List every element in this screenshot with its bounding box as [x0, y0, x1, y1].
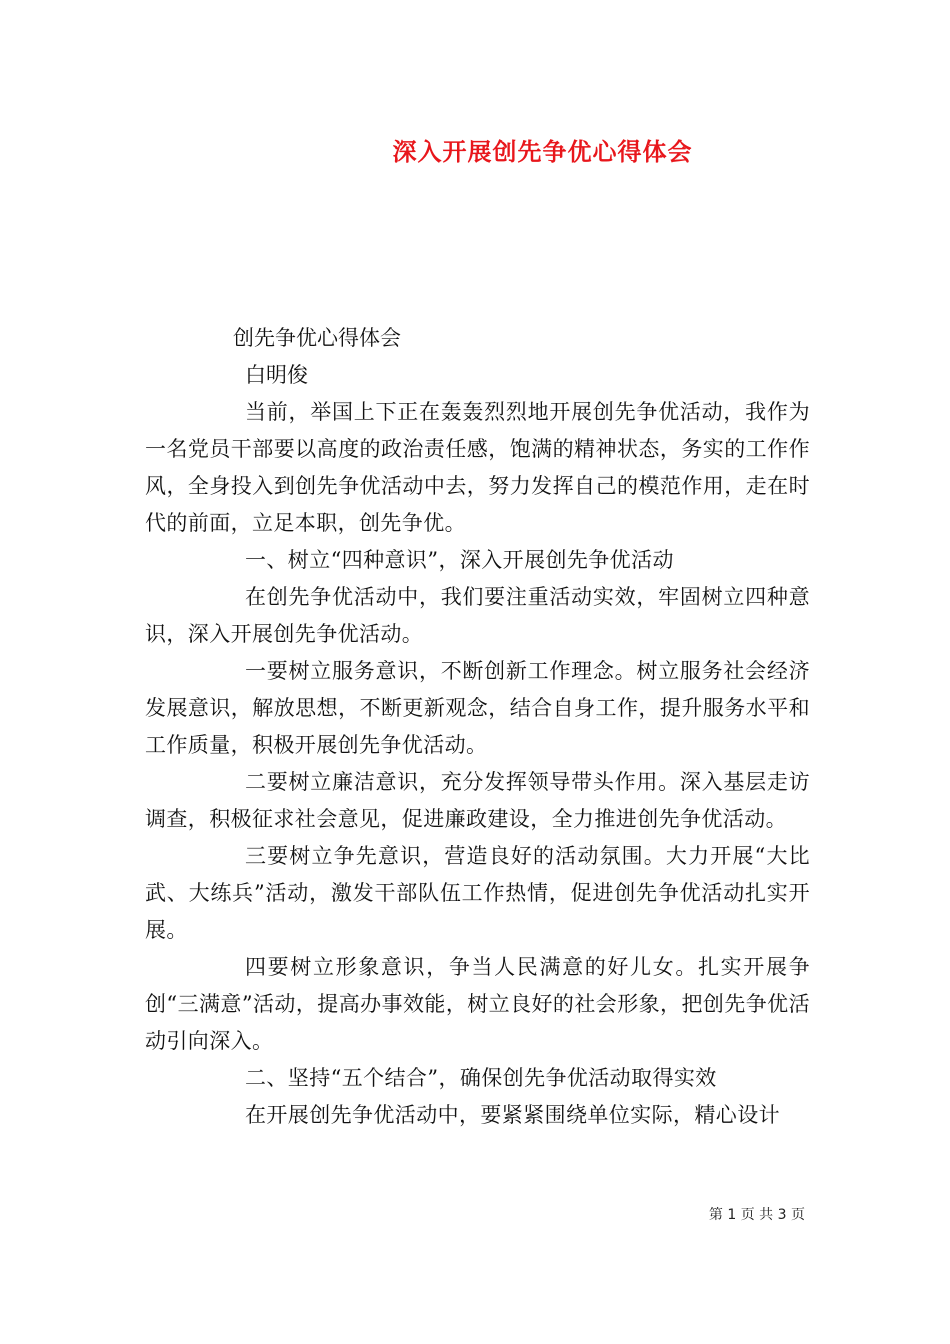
paragraph-competition-awareness: 三要树立争先意识，营造良好的活动氛围。大力开展“大比武、大练兵”活动，激发干部队伍工作热情，促进创先争优活动扎实开展。	[145, 844, 810, 942]
paragraph-intro: 当前，举国上下正在轰轰烈烈地开展创先争优活动，我作为一名党员干部要以高度的政治责任感，饱满的精神状态，务实的工作作风，全身投入到创先争优活动中去，努力发挥自己的模范作用，走在时代的前面，立足本职，创先争优。	[145, 400, 810, 535]
section-heading-1: 一、树立“四种意识”，深入开展创先争优活动	[245, 548, 674, 572]
page-number: 第 1 页 共 3 页	[708, 1207, 805, 1223]
section-heading-2: 二、坚持“五个结合”，确保创先争优活动取得实效	[245, 1066, 717, 1090]
document-body	[145, 320, 810, 1134]
paragraph-integrity-awareness: 二要树立廉洁意识，充分发挥领导带头作用。深入基层走访调查，积极征求社会意见，促进廉政建设，全力推进创先争优活动。	[145, 770, 810, 831]
paragraph-image-awareness: 四要树立形象意识，争当人民满意的好儿女。扎实开展争创“三满意”活动，提高办事效能，树立良好的社会形象，把创先争优活动引向深入。	[145, 955, 810, 1053]
document-title: 深入开展创先争优心得体会	[392, 137, 693, 166]
paragraph-service-awareness: 一要树立服务意识，不断创新工作理念。树立服务社会经济发展意识，解放思想，不断更新观念，结合自身工作，提升服务水平和工作质量，积极开展创先争优活动。	[145, 659, 810, 757]
article-subtitle: 创先争优心得体会	[233, 326, 401, 350]
paragraph-section1-intro: 在创先争优活动中，我们要注重活动实效，牢固树立四种意识，深入开展创先争优活动。	[145, 585, 810, 646]
paragraph-section2-intro: 在开展创先争优活动中，要紧紧围绕单位实际，精心设计	[245, 1103, 780, 1127]
article-author: 白明俊	[245, 363, 308, 387]
